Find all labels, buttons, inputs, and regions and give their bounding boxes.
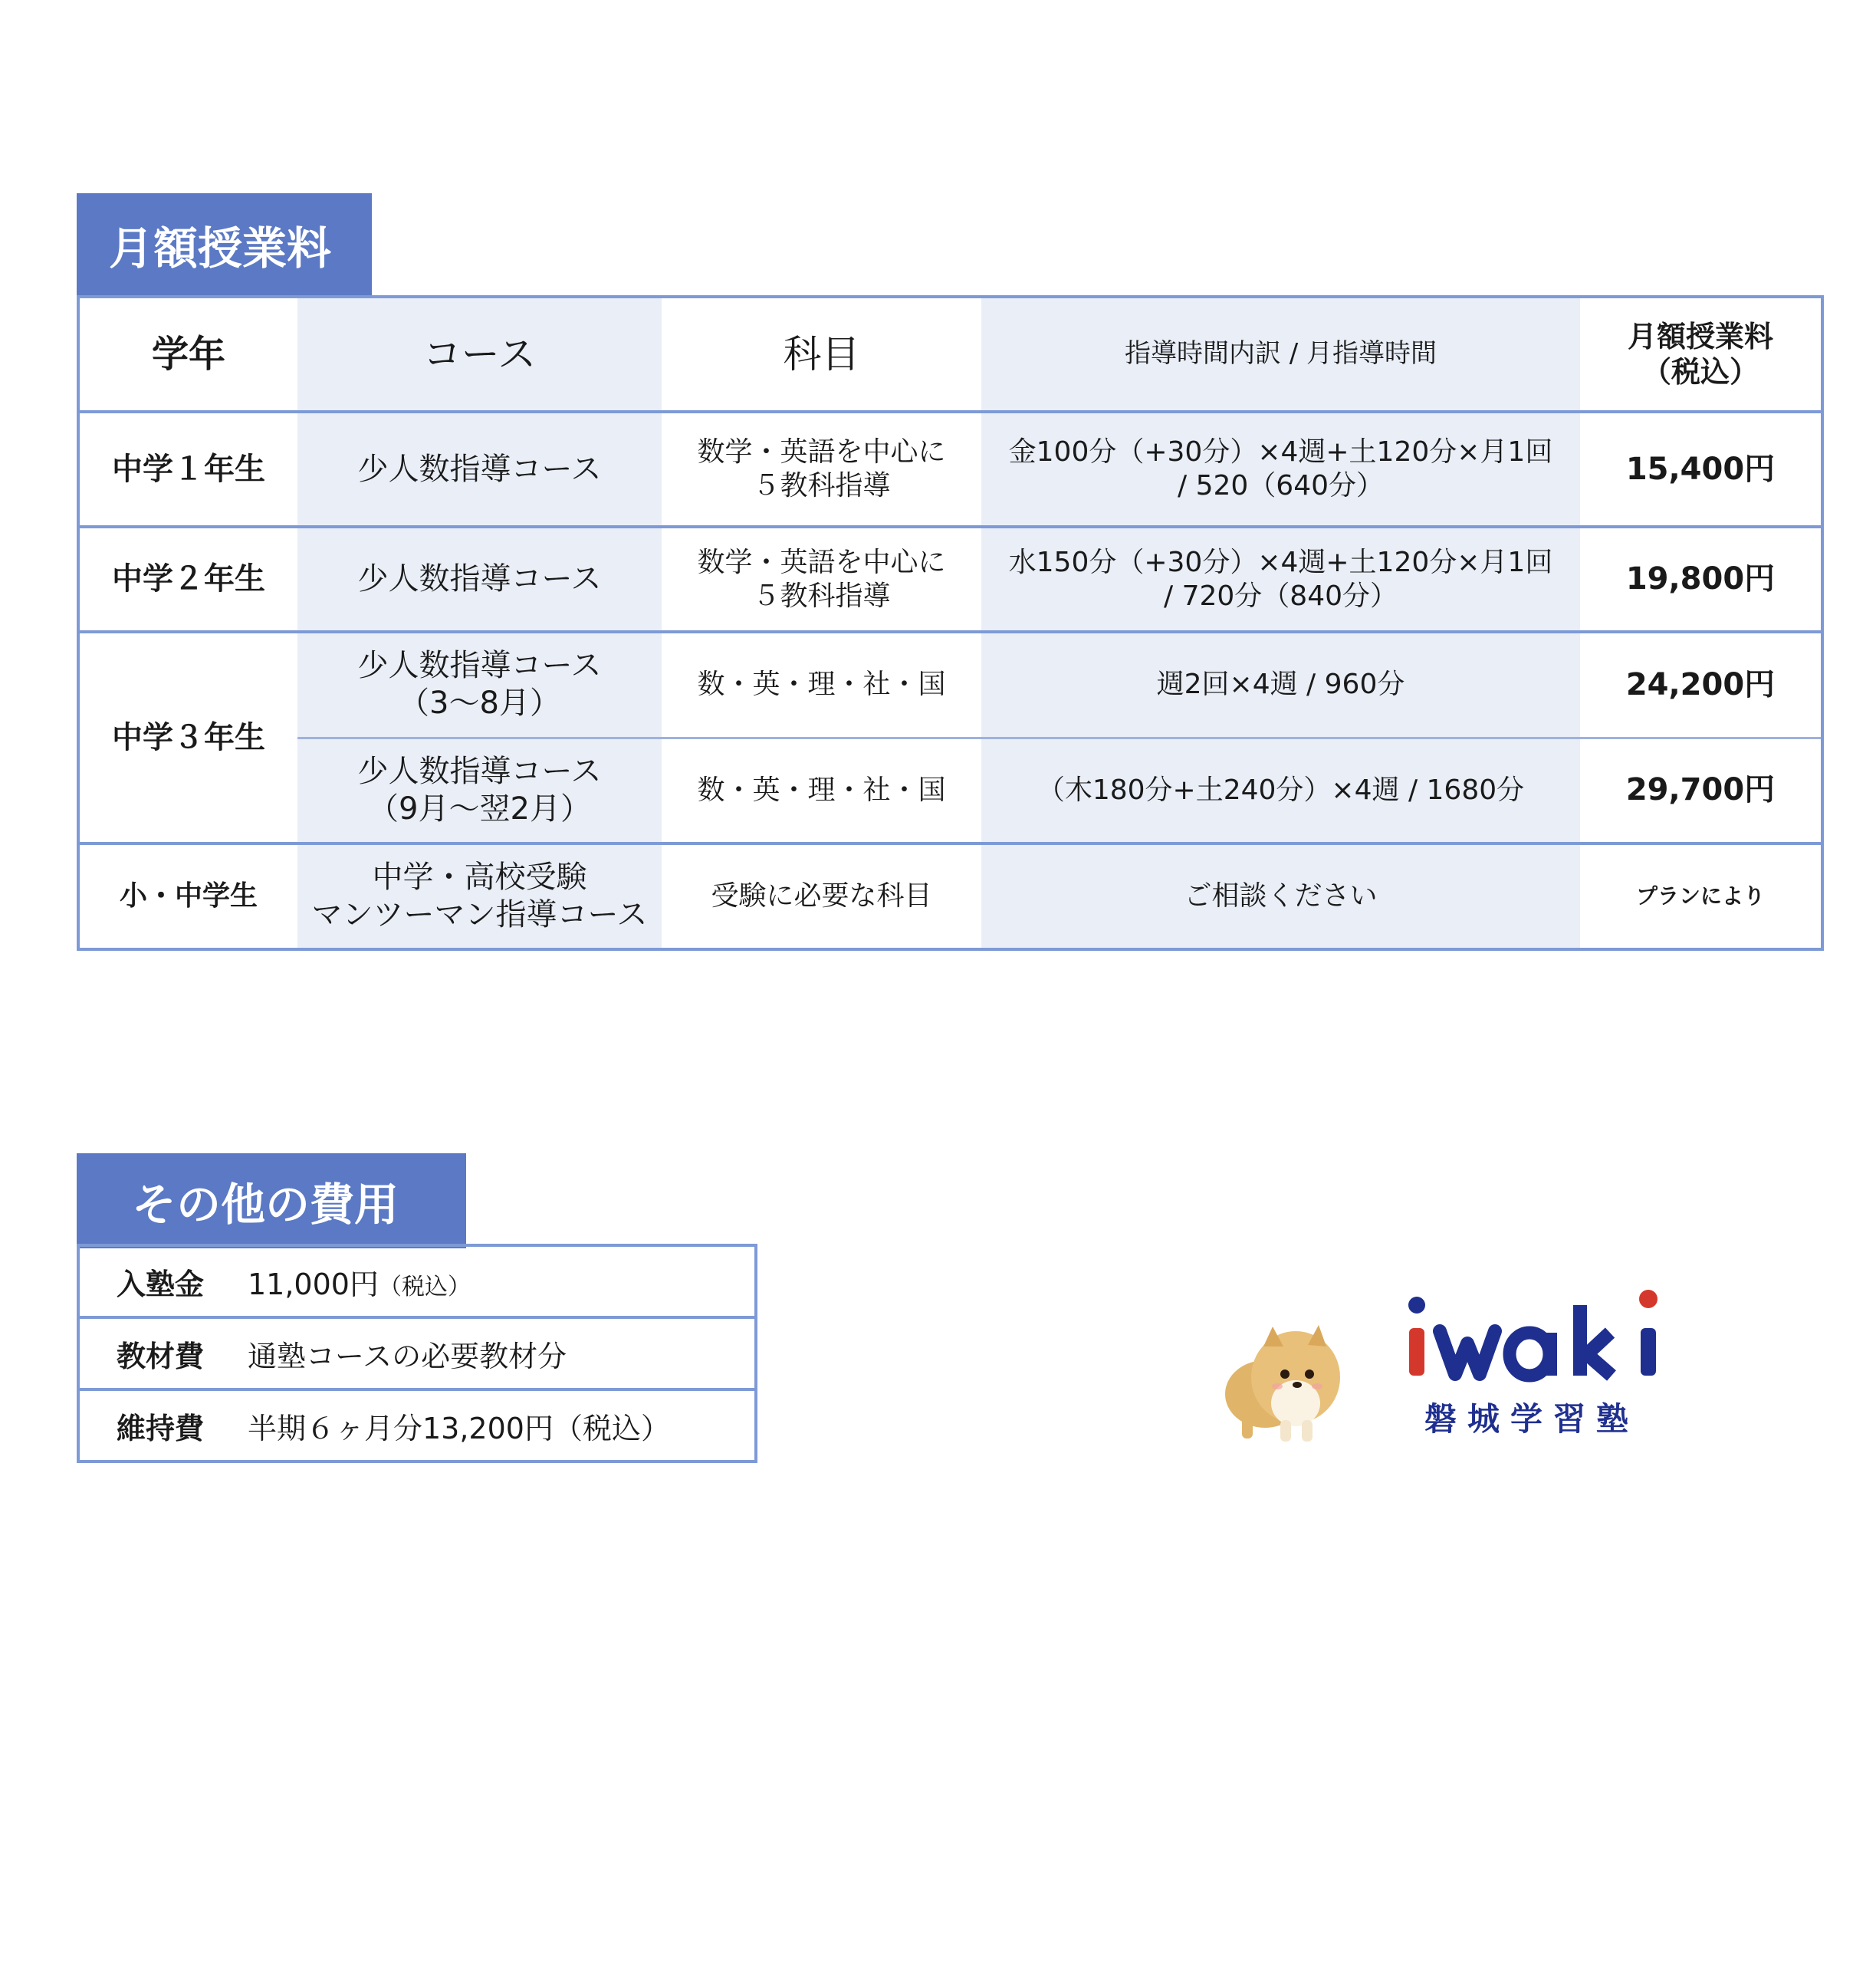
- header-fee-line2: （税込）: [1641, 355, 1759, 389]
- subject-cell: [662, 412, 981, 527]
- course-cell: [297, 843, 662, 949]
- subject-cell: [662, 527, 981, 632]
- time-cell: 週2回×4週 / 960分: [981, 632, 1580, 738]
- tuition-table: [77, 295, 1824, 951]
- fee-cell: 29,700円: [1580, 738, 1822, 843]
- tuition-title: 月額授業料: [109, 222, 332, 275]
- fee-value: [232, 1245, 756, 1317]
- subject-cell: 数・英・理・社・国: [662, 632, 981, 738]
- fee-label: 維持費: [78, 1389, 232, 1462]
- fee-cell: 19,800円: [1580, 527, 1822, 632]
- header-fee-line1: 月額授業料: [1627, 319, 1773, 353]
- other-fees-table: [77, 1244, 757, 1463]
- time-cell: ご相談ください: [981, 843, 1580, 949]
- course-cell: 少人数指導コース: [297, 412, 662, 527]
- course-line: 中学・高校受験: [372, 860, 587, 896]
- fee-amount: 11,000円: [248, 1267, 379, 1301]
- header-subject: 科目: [662, 297, 981, 412]
- table-row: [78, 632, 1822, 738]
- subject-line: 数学・英語を中心に: [697, 436, 946, 469]
- fee-label: 入塾金: [78, 1245, 232, 1317]
- grade-cell: 小・中学生: [78, 843, 297, 949]
- iwaki-wordmark-icon: [1403, 1288, 1679, 1388]
- iwaki-logo: [1219, 1288, 1679, 1457]
- fee-value: 半期６ヶ月分13,200円（税込）: [232, 1389, 756, 1462]
- logo-subtitle: 磐城学習塾: [1424, 1400, 1640, 1438]
- tuition-header-row: [78, 297, 1822, 412]
- time-line: / 520（640分）: [1178, 470, 1384, 501]
- tuition-heading: [77, 193, 372, 296]
- other-fees-heading: [77, 1153, 466, 1248]
- course-line: 少人数指導コース: [357, 753, 602, 789]
- table-row: [78, 527, 1822, 632]
- time-cell: [981, 527, 1580, 632]
- time-line: / 720分（840分）: [1164, 580, 1398, 612]
- fee-label: 教材費: [78, 1317, 232, 1389]
- table-row: [78, 843, 1822, 949]
- course-line: マンツーマン指導コース: [311, 897, 648, 932]
- course-line: 少人数指導コース: [357, 648, 602, 684]
- other-fees-title: その他の費用: [132, 1179, 399, 1231]
- course-cell: [297, 632, 662, 738]
- header-course: コース: [297, 297, 662, 412]
- header-time: 指導時間内訳 / 月指導時間: [981, 297, 1580, 412]
- table-row: [78, 738, 1822, 843]
- course-cell: [297, 738, 662, 843]
- time-cell: [981, 412, 1580, 527]
- course-line: （9月〜翌2月）: [368, 791, 591, 827]
- table-row: [78, 1389, 756, 1462]
- subject-line: 数学・英語を中心に: [697, 546, 946, 578]
- subject-line: ５教科指導: [752, 470, 891, 501]
- fee-cell: 15,400円: [1580, 412, 1822, 527]
- subject-cell: 数・英・理・社・国: [662, 738, 981, 843]
- header-fee: [1580, 297, 1822, 412]
- time-line: 水150分（+30分）×4週+土120分×月1回: [1008, 546, 1553, 578]
- subject-line: ５教科指導: [752, 580, 891, 612]
- time-cell: （木180分+土240分）×4週 / 1680分: [981, 738, 1580, 843]
- header-grade: 学年: [78, 297, 297, 412]
- grade-cell: 中学２年生: [78, 527, 297, 632]
- fee-value: 通塾コースの必要教材分: [232, 1317, 756, 1389]
- course-cell: 少人数指導コース: [297, 527, 662, 632]
- grade-cell: 中学３年生: [78, 632, 297, 843]
- time-line: 金100分（+30分）×4週+土120分×月1回: [1008, 436, 1553, 469]
- grade-cell: 中学１年生: [78, 412, 297, 527]
- subject-cell: 受験に必要な科目: [662, 843, 981, 949]
- fee-cell: 24,200円: [1580, 632, 1822, 738]
- table-row: [78, 412, 1822, 527]
- table-row: [78, 1245, 756, 1317]
- fee-cell: プランにより: [1580, 843, 1822, 949]
- table-row: [78, 1317, 756, 1389]
- course-line: （3〜8月）: [399, 686, 560, 722]
- pomeranian-dog-icon: [1219, 1323, 1349, 1446]
- fee-tax-note: （税込）: [378, 1273, 471, 1300]
